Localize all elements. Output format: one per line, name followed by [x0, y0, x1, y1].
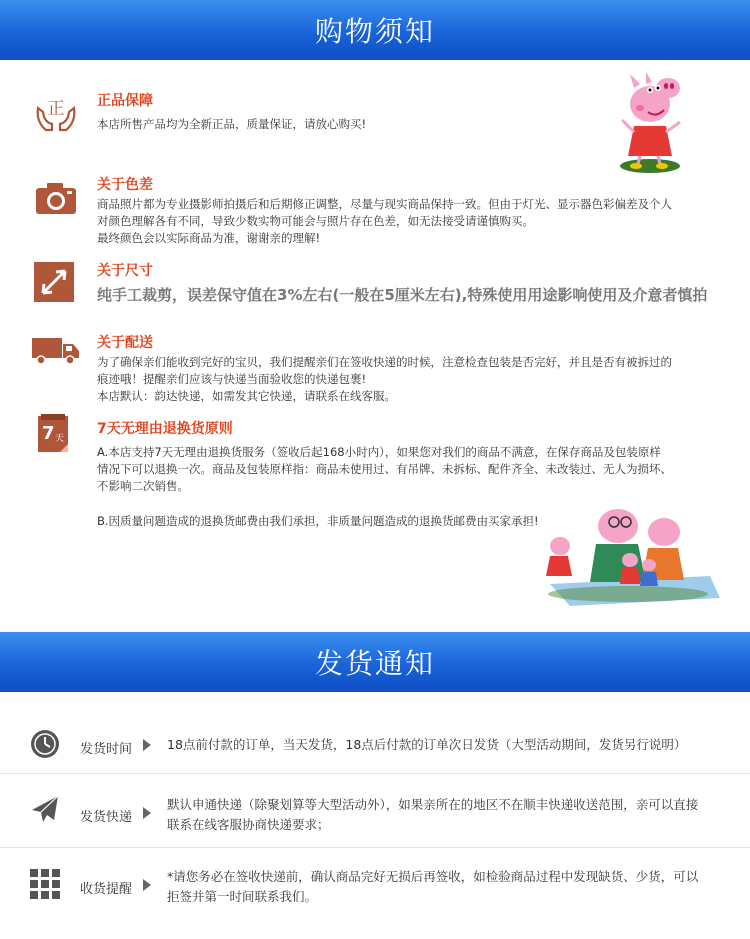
chevron-right-icon	[143, 807, 151, 819]
calendar-number: 7	[42, 423, 55, 444]
notice-title: 正品保障	[97, 93, 153, 109]
chevron-right-icon	[143, 879, 151, 891]
grid-icon	[28, 867, 62, 901]
peppa-pig-illustration	[606, 68, 694, 176]
notice-title: 关于色差	[97, 177, 153, 193]
shipping-text: 18点前付款的订单，当天发货，18点后付款的订单次日发货（大型活动期间，发货另行说明）	[167, 737, 687, 752]
divider	[0, 847, 750, 848]
shipping-label: 发货时间	[80, 742, 133, 757]
notice-text: A.本店支持7天无理由退换货服务（签收后起168小时内），如果您对我们的商品不满意，在保存商品及包装原样	[97, 445, 661, 459]
shipping-text: *请您务必在签收快递前，确认商品完好无损后再签收，如检验商品过程中发现缺货、少货，可以	[167, 869, 699, 884]
divider	[0, 773, 750, 774]
notice-text: 痕迹哦！提醒亲们应该与快递当面验收您的快递包裹!	[97, 372, 367, 386]
notice-text: 纯手工裁剪，误差保守值在3%左右(一般在5厘米左右),特殊使用用途影响使用及介意者慎拍	[97, 286, 708, 304]
chevron-right-icon	[143, 739, 151, 751]
notice-title: 关于配送	[97, 335, 153, 351]
resize-arrow-icon	[34, 262, 78, 298]
shipping-notice-banner	[0, 632, 750, 692]
notice-text: 为了确保亲们能收到完好的宝贝，我们提醒亲们在签收快递的时候，注意检查包装是否完好，并且是否有被拆过的	[97, 355, 672, 369]
truck-icon	[32, 336, 80, 372]
notice-text: 本店所售产品均为全新正品，质量保证，请放心购买!	[97, 117, 367, 131]
notice-text: 本店默认：韵达快递，如需发其它快递，请联系在线客服。	[97, 389, 396, 403]
notice-title: 关于尺寸	[97, 263, 153, 279]
clock-icon	[28, 727, 62, 761]
airplane-icon	[28, 793, 62, 827]
peppa-family-illustration	[530, 498, 726, 610]
shopping-notice-title: 购物须知	[314, 15, 435, 48]
shipping-text: 默认申通快递（除聚划算等大型活动外），如果亲所在的地区不在顺丰快递收送范围，亲可以直接	[167, 797, 699, 812]
notice-text: 商品照片都为专业摄影师拍摄后和后期修正调整，尽量与现实商品保持一致。但由于灯光、显示器色彩偏差及个人	[97, 197, 672, 211]
shopping-notice-banner	[0, 0, 750, 60]
notice-text-b: B.因质量问题造成的退换货邮费由我们承担，非质量问题造成的退换货邮费由买家承担!	[97, 514, 539, 528]
notice-text: 不影响二次销售。	[97, 479, 189, 493]
shipping-label: 发货快递	[80, 810, 133, 825]
notice-text: 对颜色理解各有不同，导致少数实物可能会与照片存在色差，如无法接受请谨慎购买。	[97, 214, 534, 228]
genuine-hands-icon	[34, 94, 78, 130]
calendar-7-icon	[38, 414, 68, 454]
notice-text: 最终颜色会以实际商品为准，谢谢亲的理解!	[97, 231, 321, 245]
calendar-unit: 天	[55, 434, 65, 444]
notice-text: 情况下可以退换一次。商品及包装原样指：商品未使用过、有吊牌、未拆标、配件齐全、未改装过、无人为损坏、	[97, 462, 672, 476]
svg-text:正: 正	[47, 99, 65, 119]
notice-title: 7天无理由退换货原则	[97, 421, 233, 437]
shipping-label: 收货提醒	[80, 882, 133, 897]
shipping-notice-title: 发货通知	[314, 647, 435, 680]
shipping-text: 拒签并第一时间联系我们。	[167, 889, 318, 904]
camera-icon	[34, 180, 78, 216]
shipping-text: 联系在线客服协商快递要求；	[167, 817, 330, 832]
